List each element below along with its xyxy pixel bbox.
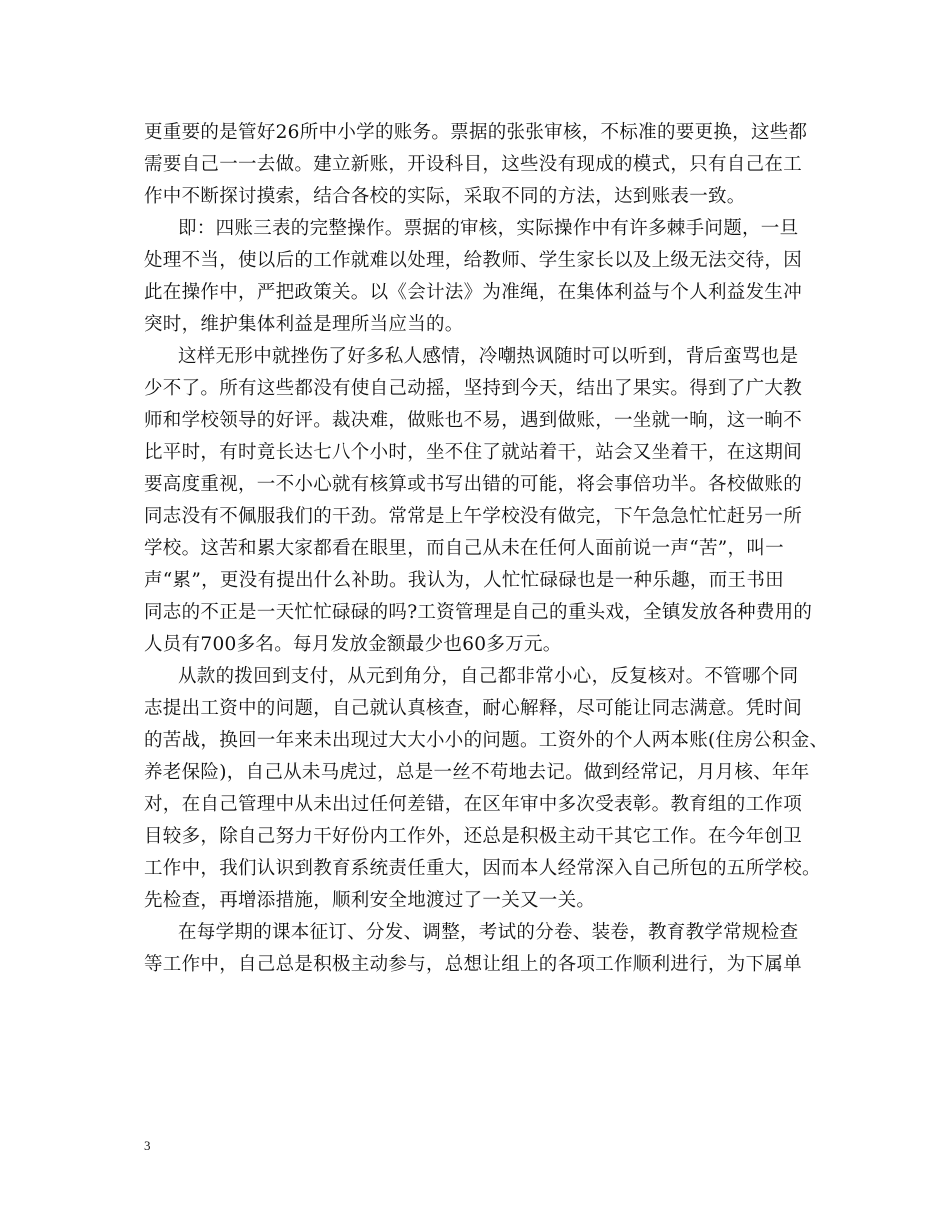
text-line: 先检查，再增添措施，顺利安全地渡过了一关又一关。: [144, 890, 596, 911]
text-line: 工作中，我们认识到教育系统责任重大，因而本人经常深入自己所包的五所学校。: [144, 858, 821, 879]
text-line: 学校。这苦和累大家都看在眼里，而自己从未在任何人面前说一声“苦”，叫一: [144, 538, 784, 559]
text-line: 对，在自己管理中从未出过任何差错，在区年审中多次受表彰。教育组的工作项: [144, 794, 803, 815]
text-line: 师和学校领导的好评。裁决难，做账也不易，遇到做账，一坐就一晌，这一晌不: [144, 410, 803, 431]
text-line: 声“累”，更没有提出什么补助。我认为，人忙忙碌碌也是一种乐趣，而王书田: [144, 570, 784, 591]
text-line: 目较多，除自己努力干好份内工作外，还总是积极主动干其它工作。在今年创卫: [144, 826, 803, 847]
text-line: 从款的拨回到支付，从元到角分，自己都非常小心，反复核对。不管哪个同: [178, 666, 799, 687]
text-line: 作中不断探讨摸索，结合各校的实际，采取不同的方法，达到账表一致。: [144, 186, 746, 207]
text-line: 等工作中，自己总是积极主动参与，总想让组上的各项工作顺利进行，为下属单: [144, 954, 803, 975]
text-line: 志提出工资中的问题，自己就认真核查，耐心解释，尽可能让同志满意。凭时间: [144, 698, 803, 719]
text-line: 人员有700多名。每月发放金额最少也60多万元。: [144, 634, 562, 655]
text-line: 即：四账三表的完整操作。票据的审核，实际操作中有许多棘手问题，一旦: [178, 218, 799, 239]
body-text: [144, 117, 829, 981]
text-line: 更重要的是管好26所中小学的账务。票据的张张审核，不标准的要更换，这些都: [144, 122, 808, 143]
text-line: 此在操作中，严把政策关。以《会计法》为准绳，在集体利益与个人利益发生冲: [144, 282, 803, 303]
text-line: 这样无形中就挫伤了好多私人感情，冷嘲热讽随时可以听到，背后蛮骂也是: [178, 346, 799, 367]
text-line: 突时，维护集体利益是理所当应当的。: [144, 314, 464, 335]
text-line: 的苦战，换回一年来未出现过大大小小的问题。工资外的个人两本账(住房公积金、: [144, 730, 829, 751]
text-line: 要高度重视，一不小心就有核算或书写出错的可能，将会事倍功半。各校做账的: [144, 474, 803, 495]
text-line: 需要自己一一去做。建立新账，开设科目，这些没有现成的模式，只有自己在工: [144, 154, 803, 175]
text-line: 同志没有不佩服我们的干劲。常常是上午学校没有做完，下午急急忙忙赶另一所: [144, 506, 803, 527]
text-line: 少不了。所有这些都没有使自己动摇，坚持到今天，结出了果实。得到了广大教: [144, 378, 803, 399]
text-line: 比平时，有时竟长达七八个小时，坐不住了就站着干，站会又坐着干，在这期间: [144, 442, 803, 463]
text-line: 同志的不正是一天忙忙碌碌的吗?工资管理是自己的重头戏，全镇发放各种费用的: [144, 602, 813, 623]
text-line: 处理不当，使以后的工作就难以处理，给教师、学生家长以及上级无法交待，因: [144, 250, 803, 271]
text-line: 养老保险)，自己从未马虎过，总是一丝不苟地去记。做到经常记，月月核、年年: [144, 762, 810, 783]
page-number: 3: [144, 1138, 151, 1153]
text-line: 在每学期的课本征订、分发、调整，考试的分卷、装卷，教育教学常规检查: [178, 922, 799, 943]
